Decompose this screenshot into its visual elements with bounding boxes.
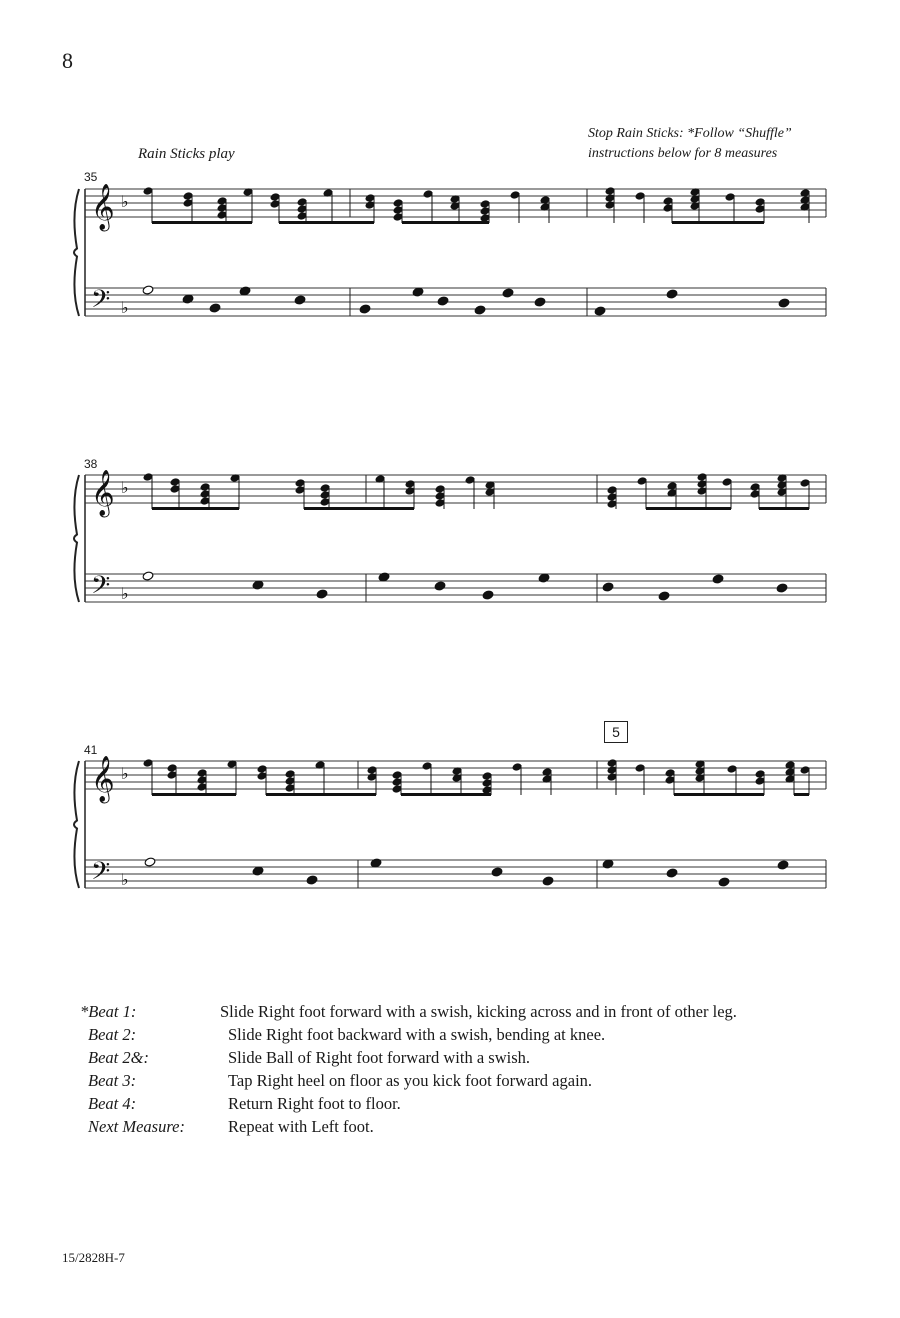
instruction-row: [80, 1046, 737, 1069]
note-head: [594, 306, 606, 316]
bass-clef: 𝄢: [91, 285, 111, 320]
note-head: [718, 877, 730, 887]
instruction-row: [80, 1092, 737, 1115]
note-beam: [279, 221, 374, 224]
note-head: [474, 305, 486, 315]
beat-label: Beat 3:: [88, 1071, 137, 1090]
note-beam: [401, 793, 491, 796]
note-head: [316, 589, 328, 599]
instruction-row: [80, 1000, 737, 1023]
note-head: [778, 298, 790, 308]
brace: [74, 475, 79, 602]
note-head: [209, 303, 221, 313]
score-layer: [74, 184, 826, 892]
beat-label: Beat 2&:: [88, 1048, 149, 1067]
bass-clef: 𝄢: [91, 571, 111, 606]
instruction-row: [80, 1115, 737, 1138]
note-beam: [152, 793, 236, 796]
note-head: [142, 571, 154, 581]
note-head: [542, 876, 554, 886]
bass-clef: 𝄢: [91, 857, 111, 892]
key-signature-flat: ♭: [121, 298, 129, 317]
note-head: [294, 295, 306, 305]
note-head: [437, 296, 449, 306]
note-head: [534, 297, 546, 307]
treble-clef: 𝄞: [91, 756, 115, 802]
beat-label: Next Measure:: [88, 1117, 185, 1136]
note-head: [359, 304, 371, 314]
note-head: [144, 857, 156, 867]
brace: [74, 189, 79, 316]
instruction-row: [80, 1069, 737, 1092]
note-beam: [152, 507, 239, 510]
beat-text: Slide Ball of Right foot forward with a swish.: [228, 1048, 531, 1067]
rain-sticks-play-direction: Rain Sticks play: [138, 146, 235, 162]
beat-text: Tap Right heel on floor as you kick foot forward again.: [228, 1071, 593, 1090]
note-head: [666, 289, 678, 299]
note-head: [434, 581, 446, 591]
beat-label: Beat 2:: [88, 1025, 137, 1044]
note-beam: [152, 221, 252, 224]
measure-number-38: 38: [84, 457, 98, 471]
brace: [74, 761, 79, 888]
shuffle-instructions: [80, 1000, 737, 1138]
treble-clef: 𝄞: [91, 184, 115, 230]
note-head: [776, 583, 788, 593]
note-beam: [672, 221, 764, 224]
treble-clef: 𝄞: [91, 470, 115, 516]
measure-number-35: 35: [84, 170, 98, 184]
note-head: [142, 285, 154, 295]
stop-direction-line1: Stop Rain Sticks: *Follow “Shuffle”: [588, 126, 792, 141]
beat-label: *Beat 1:: [80, 1002, 137, 1021]
beat-text: Slide Right foot forward with a swish, kicking across and in front of other leg.: [220, 1002, 737, 1021]
page-number: 8: [62, 48, 73, 73]
key-signature-flat: ♭: [121, 764, 129, 783]
note-beam: [674, 793, 764, 796]
note-head: [712, 574, 724, 584]
beat-label: Beat 4:: [88, 1094, 137, 1113]
note-head: [491, 867, 503, 877]
note-beam: [266, 793, 376, 796]
beat-text: Return Right foot to floor.: [228, 1094, 401, 1113]
key-signature-flat: ♭: [121, 584, 129, 603]
note-head: [602, 582, 614, 592]
key-signature-flat: ♭: [121, 870, 129, 889]
note-head: [306, 875, 318, 885]
beat-text: Repeat with Left foot.: [228, 1117, 374, 1136]
note-head: [482, 590, 494, 600]
note-head: [658, 591, 670, 601]
beat-text: Slide Right foot backward with a swish, bending at knee.: [228, 1025, 606, 1044]
note-beam: [759, 507, 809, 510]
note-head: [777, 860, 789, 870]
note-beam: [304, 507, 414, 510]
key-signature-flat: ♭: [121, 478, 129, 497]
note-beam: [402, 221, 489, 224]
rehearsal-mark: 5: [604, 721, 628, 743]
key-signature-flat: ♭: [121, 192, 129, 211]
note-head: [502, 288, 514, 298]
instruction-row: [80, 1023, 737, 1046]
stop-direction-line2: instructions below for 8 measures: [588, 146, 778, 161]
note-beam: [794, 793, 809, 796]
note-head: [666, 868, 678, 878]
note-beam: [646, 507, 731, 510]
measure-number-41: 41: [84, 743, 98, 757]
catalog-number: 15/2828H-7: [62, 1250, 125, 1265]
